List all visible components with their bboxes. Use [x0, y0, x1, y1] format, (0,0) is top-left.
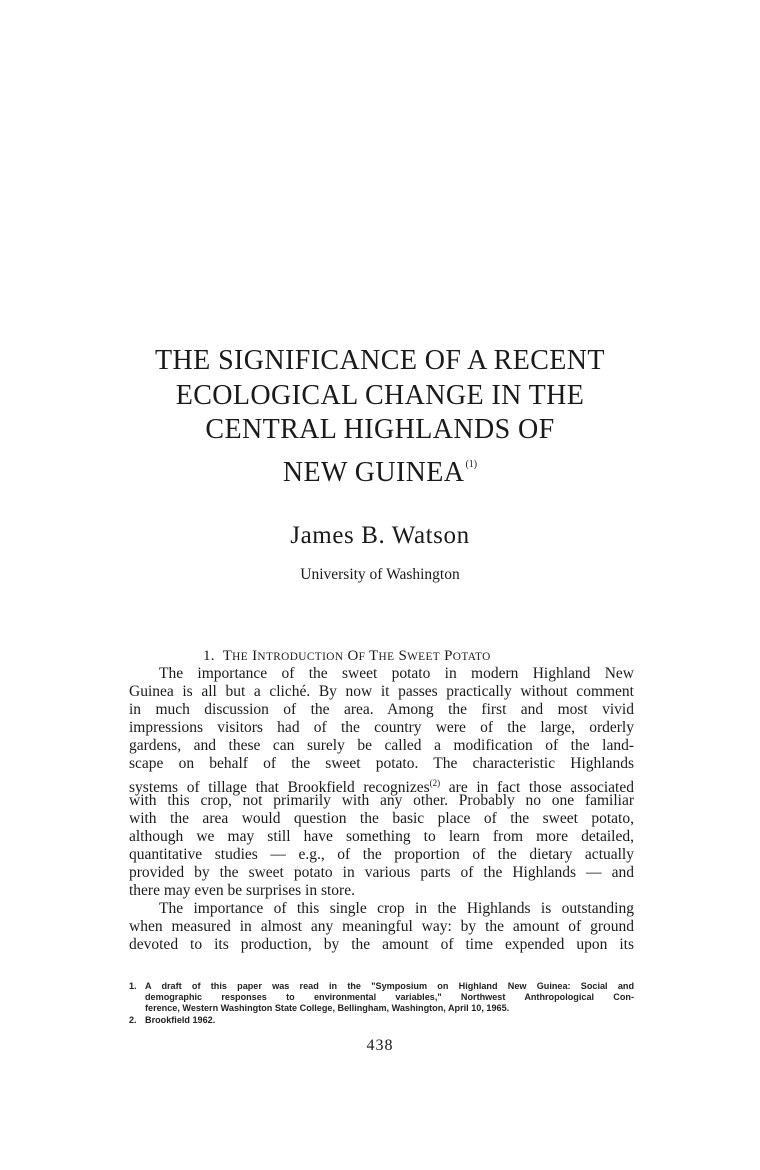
footnote — [129, 1015, 634, 1026]
paragraph — [129, 665, 634, 900]
title-line — [100, 448, 660, 491]
text-line-end: are in fact those associated — [440, 778, 634, 796]
footnote-line: ference, Western Washington State College, Bellingham, Washington, April 10, 1965. — [145, 1003, 510, 1014]
footnote-number: 2. — [129, 1014, 137, 1025]
text-line: Guinea is all but a cliché. By now it passes practically without comment — [129, 683, 634, 701]
text-line: in much discussion of the area. Among the first and most vivid — [129, 701, 634, 719]
heading-word: POTATO — [444, 648, 491, 664]
text-line: quantitative studies — e.g., of the proportion of the dietary actually — [129, 845, 634, 863]
author-affiliation: University of Washington — [300, 566, 460, 583]
text-line-start: systems of tillage that Brookfield recognizes — [129, 778, 430, 796]
text-line: impressions visitors had of the country were of the large, orderly — [129, 719, 634, 737]
text-line: provided by the sweet potato in various parts of the Highlands — and — [129, 864, 634, 882]
body-text — [129, 665, 634, 955]
title-line: CENTRAL HIGHLANDS OF — [205, 414, 555, 445]
text-line: devoted to its production, by the amount of time expended upon its — [129, 936, 634, 954]
text-line: there may even be surprises in store. — [129, 882, 355, 900]
title-footnote-marker: (1) — [465, 458, 478, 470]
footnote-ref: (2) — [429, 777, 441, 788]
section-heading — [203, 648, 491, 665]
heading-word: SWEET — [398, 648, 441, 664]
text-line: with this crop, not primarily with any other. Probably no one familiar — [129, 791, 634, 809]
footnote-number: 1. — [129, 981, 137, 991]
footnote-line: demographic responses to environmental variables," Northwest Anthropological Con- — [145, 992, 634, 1003]
footnote-line: 1. A draft of this paper was read in the "Symposium on Highland New Guinea: Social and — [129, 981, 634, 991]
footnote — [129, 981, 634, 1015]
text-line: with the area would question the basic place of the sweet potato, — [129, 809, 634, 827]
text-line — [129, 774, 634, 796]
text-line: gardens, and these can surely be called a modification of the land- — [129, 737, 634, 755]
text-line: The importance of this single crop in the Highlands is outstanding — [159, 900, 634, 918]
title-line: ECOLOGICAL CHANGE IN THE — [175, 379, 585, 411]
text-line: although we may still have something to learn from more detailed, — [129, 827, 634, 845]
heading-word: THE — [222, 648, 249, 664]
paper-title — [100, 344, 660, 490]
author-name: James B. Watson — [290, 522, 470, 549]
title-line: THE SIGNIFICANCE OF A RECENT — [155, 345, 605, 376]
title-line-text: NEW GUINEA — [282, 456, 465, 488]
page-number: 438 — [366, 1037, 394, 1054]
heading-word: THE — [369, 648, 395, 664]
section-number: 1. — [203, 648, 215, 664]
paragraph — [129, 900, 634, 954]
heading-word: INTRODUCTION — [252, 648, 344, 664]
footnotes — [129, 981, 634, 1026]
heading-word: OF — [347, 648, 366, 664]
text-line: when measured in almost any meaningful way: by the amount of ground — [129, 918, 634, 936]
text-line: scape on behalf of the sweet potato. The characteristic Highlands — [129, 755, 634, 773]
text-line: The importance of the sweet potato in modern Highland New — [159, 665, 634, 682]
footnote-line: 2. Brookfield 1962. — [129, 1014, 216, 1025]
